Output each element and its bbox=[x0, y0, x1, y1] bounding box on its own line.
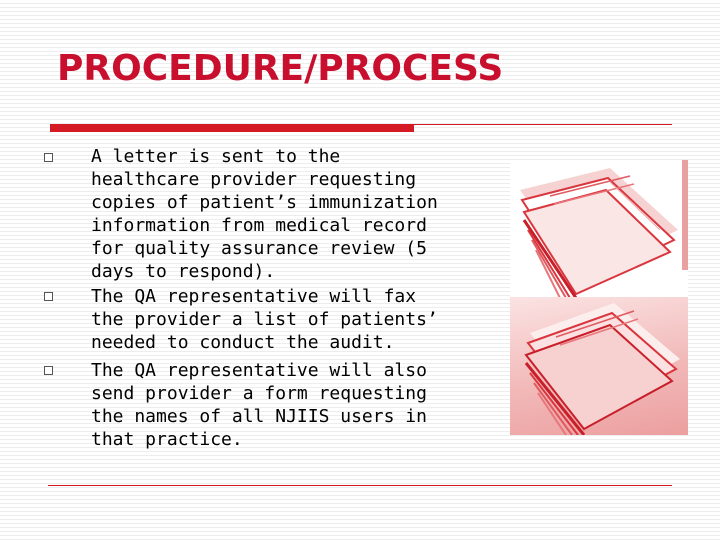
bottom-divider bbox=[48, 485, 672, 486]
bullet-text: The QA representative will also send provider a form requesting the names of all NJIIS users in that practice. bbox=[91, 360, 427, 450]
paper-stack-tinted-icon bbox=[510, 297, 688, 435]
slide-title: PROCEDURE/PROCESS bbox=[57, 48, 504, 89]
title-underline-thin bbox=[414, 124, 672, 125]
title-underline-thick bbox=[50, 124, 414, 132]
bullet-text: A letter is sent to the healthcare provider requesting copies of patient’s immunization information from medical record for quality assurance review (5 days to respond). bbox=[91, 146, 438, 282]
bullet-text: The QA representative will fax the provider a list of patients’ needed to conduct the audit. bbox=[91, 286, 438, 353]
square-bullet-icon bbox=[44, 153, 53, 162]
paper-stack-image-top bbox=[510, 160, 688, 298]
paper-stack-icon bbox=[510, 160, 688, 298]
square-bullet-icon bbox=[44, 292, 53, 301]
square-bullet-icon bbox=[44, 366, 53, 375]
paper-stack-image-bottom bbox=[510, 297, 688, 435]
